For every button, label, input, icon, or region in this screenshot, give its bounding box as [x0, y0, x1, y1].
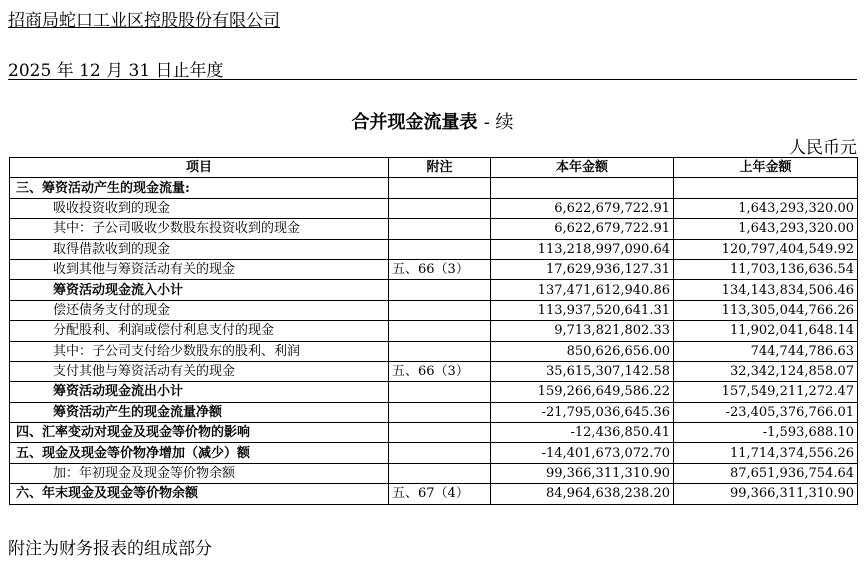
row-item-label: 加：年初现金及现金等价物余额	[10, 463, 389, 483]
row-item-label: 取得借款收到的现金	[10, 239, 389, 259]
table-row	[10, 382, 858, 402]
header-divider	[8, 79, 857, 80]
statement-title-text: 合并现金流量表	[351, 112, 478, 133]
statement-title	[0, 108, 865, 134]
column-header-item: 项目	[10, 158, 389, 178]
row-prior-year-amount: -23,405,376,766.01	[674, 402, 858, 422]
table-row	[10, 219, 858, 239]
statement-title-suffix: - 续	[483, 112, 514, 133]
row-note-ref	[389, 463, 491, 483]
row-current-year-amount: 99,366,311,310.90	[491, 463, 674, 483]
table-row	[10, 463, 858, 483]
row-prior-year-amount: 120,797,404,549.92	[674, 239, 858, 259]
row-prior-year-amount: 11,714,374,556.26	[674, 443, 858, 463]
row-prior-year-amount	[674, 178, 858, 198]
row-current-year-amount: 850,626,656.00	[491, 341, 674, 361]
row-note-ref	[389, 382, 491, 402]
row-current-year-amount: 137,471,612,940.86	[491, 280, 674, 300]
row-note-ref	[389, 321, 491, 341]
row-item-label: 支付其他与筹资活动有关的现金	[10, 361, 389, 381]
row-note-ref: 五、67（4）	[389, 484, 491, 504]
row-note-ref	[389, 300, 491, 320]
row-prior-year-amount: 11,703,136,636.54	[674, 259, 858, 279]
row-item-label: 三、筹资活动产生的现金流量:	[10, 178, 389, 198]
row-current-year-amount: 35,615,307,142.58	[491, 361, 674, 381]
reporting-period: 2025 年 12 月 31 日止年度	[8, 61, 224, 81]
row-current-year-amount: 113,937,520,641.31	[491, 300, 674, 320]
row-current-year-amount: -12,436,850.41	[491, 423, 674, 443]
row-item-label: 偿还债务支付的现金	[10, 300, 389, 320]
column-header-prior-year: 上年金额	[674, 158, 858, 178]
row-note-ref	[389, 239, 491, 259]
row-current-year-amount: 17,629,936,127.31	[491, 259, 674, 279]
row-current-year-amount: -21,795,036,645.36	[491, 402, 674, 422]
row-item-label: 筹资活动现金流入小计	[10, 280, 389, 300]
table-row	[10, 300, 858, 320]
row-current-year-amount: 9,713,821,802.33	[491, 321, 674, 341]
row-item-label: 吸收投资收到的现金	[10, 198, 389, 218]
table-row	[10, 178, 858, 198]
row-note-ref: 五、66（3）	[389, 259, 491, 279]
currency-unit: 人民币元	[789, 138, 857, 158]
row-current-year-amount: 113,218,997,090.64	[491, 239, 674, 259]
row-current-year-amount: 159,266,649,586.22	[491, 382, 674, 402]
row-current-year-amount: 6,622,679,722.91	[491, 219, 674, 239]
row-prior-year-amount: 32,342,124,858.07	[674, 361, 858, 381]
table-row	[10, 341, 858, 361]
row-note-ref: 五、66（3）	[389, 361, 491, 381]
row-note-ref	[389, 178, 491, 198]
column-header-note: 附注	[389, 158, 491, 178]
row-current-year-amount: -14,401,673,072.70	[491, 443, 674, 463]
table-row	[10, 484, 858, 504]
table-row	[10, 423, 858, 443]
row-prior-year-amount: 134,143,834,506.46	[674, 280, 858, 300]
column-header-current-year: 本年金额	[491, 158, 674, 178]
row-note-ref	[389, 341, 491, 361]
row-prior-year-amount: 11,902,041,648.14	[674, 321, 858, 341]
row-item-label: 五、现金及现金等价物净增加（减少）额	[10, 443, 389, 463]
table-row	[10, 280, 858, 300]
row-note-ref	[389, 402, 491, 422]
row-item-label: 其中：子公司吸收少数股东投资收到的现金	[10, 219, 389, 239]
row-current-year-amount	[491, 178, 674, 198]
row-prior-year-amount: 1,643,293,320.00	[674, 219, 858, 239]
row-note-ref	[389, 443, 491, 463]
row-prior-year-amount: 113,305,044,766.26	[674, 300, 858, 320]
row-prior-year-amount: 99,366,311,310.90	[674, 484, 858, 504]
row-item-label: 六、年末现金及现金等价物余额	[10, 484, 389, 504]
table-body	[10, 178, 858, 504]
table-row	[10, 361, 858, 381]
table-header-row	[10, 158, 858, 178]
row-item-label: 四、汇率变动对现金及现金等价物的影响	[10, 423, 389, 443]
table-row	[10, 259, 858, 279]
row-current-year-amount: 84,964,638,238.20	[491, 484, 674, 504]
footer-note: 附注为财务报表的组成部分	[8, 539, 212, 559]
table-row	[10, 239, 858, 259]
row-prior-year-amount: 87,651,936,754.64	[674, 463, 858, 483]
table-row	[10, 198, 858, 218]
row-item-label: 收到其他与筹资活动有关的现金	[10, 259, 389, 279]
row-prior-year-amount: 1,643,293,320.00	[674, 198, 858, 218]
row-note-ref	[389, 423, 491, 443]
row-prior-year-amount: 744,744,786.63	[674, 341, 858, 361]
row-item-label: 其中：子公司支付给少数股东的股利、利润	[10, 341, 389, 361]
table-row	[10, 443, 858, 463]
row-item-label: 筹资活动现金流出小计	[10, 382, 389, 402]
row-item-label: 筹资活动产生的现金流量净额	[10, 402, 389, 422]
cash-flow-table	[9, 157, 858, 505]
table-row	[10, 402, 858, 422]
table-row	[10, 321, 858, 341]
row-prior-year-amount: 157,549,211,272.47	[674, 382, 858, 402]
row-item-label: 分配股利、利润或偿付利息支付的现金	[10, 321, 389, 341]
company-name: 招商局蛇口工业区控股股份有限公司	[8, 11, 280, 31]
row-note-ref	[389, 219, 491, 239]
row-note-ref	[389, 280, 491, 300]
row-prior-year-amount: -1,593,688.10	[674, 423, 858, 443]
row-current-year-amount: 6,622,679,722.91	[491, 198, 674, 218]
row-note-ref	[389, 198, 491, 218]
